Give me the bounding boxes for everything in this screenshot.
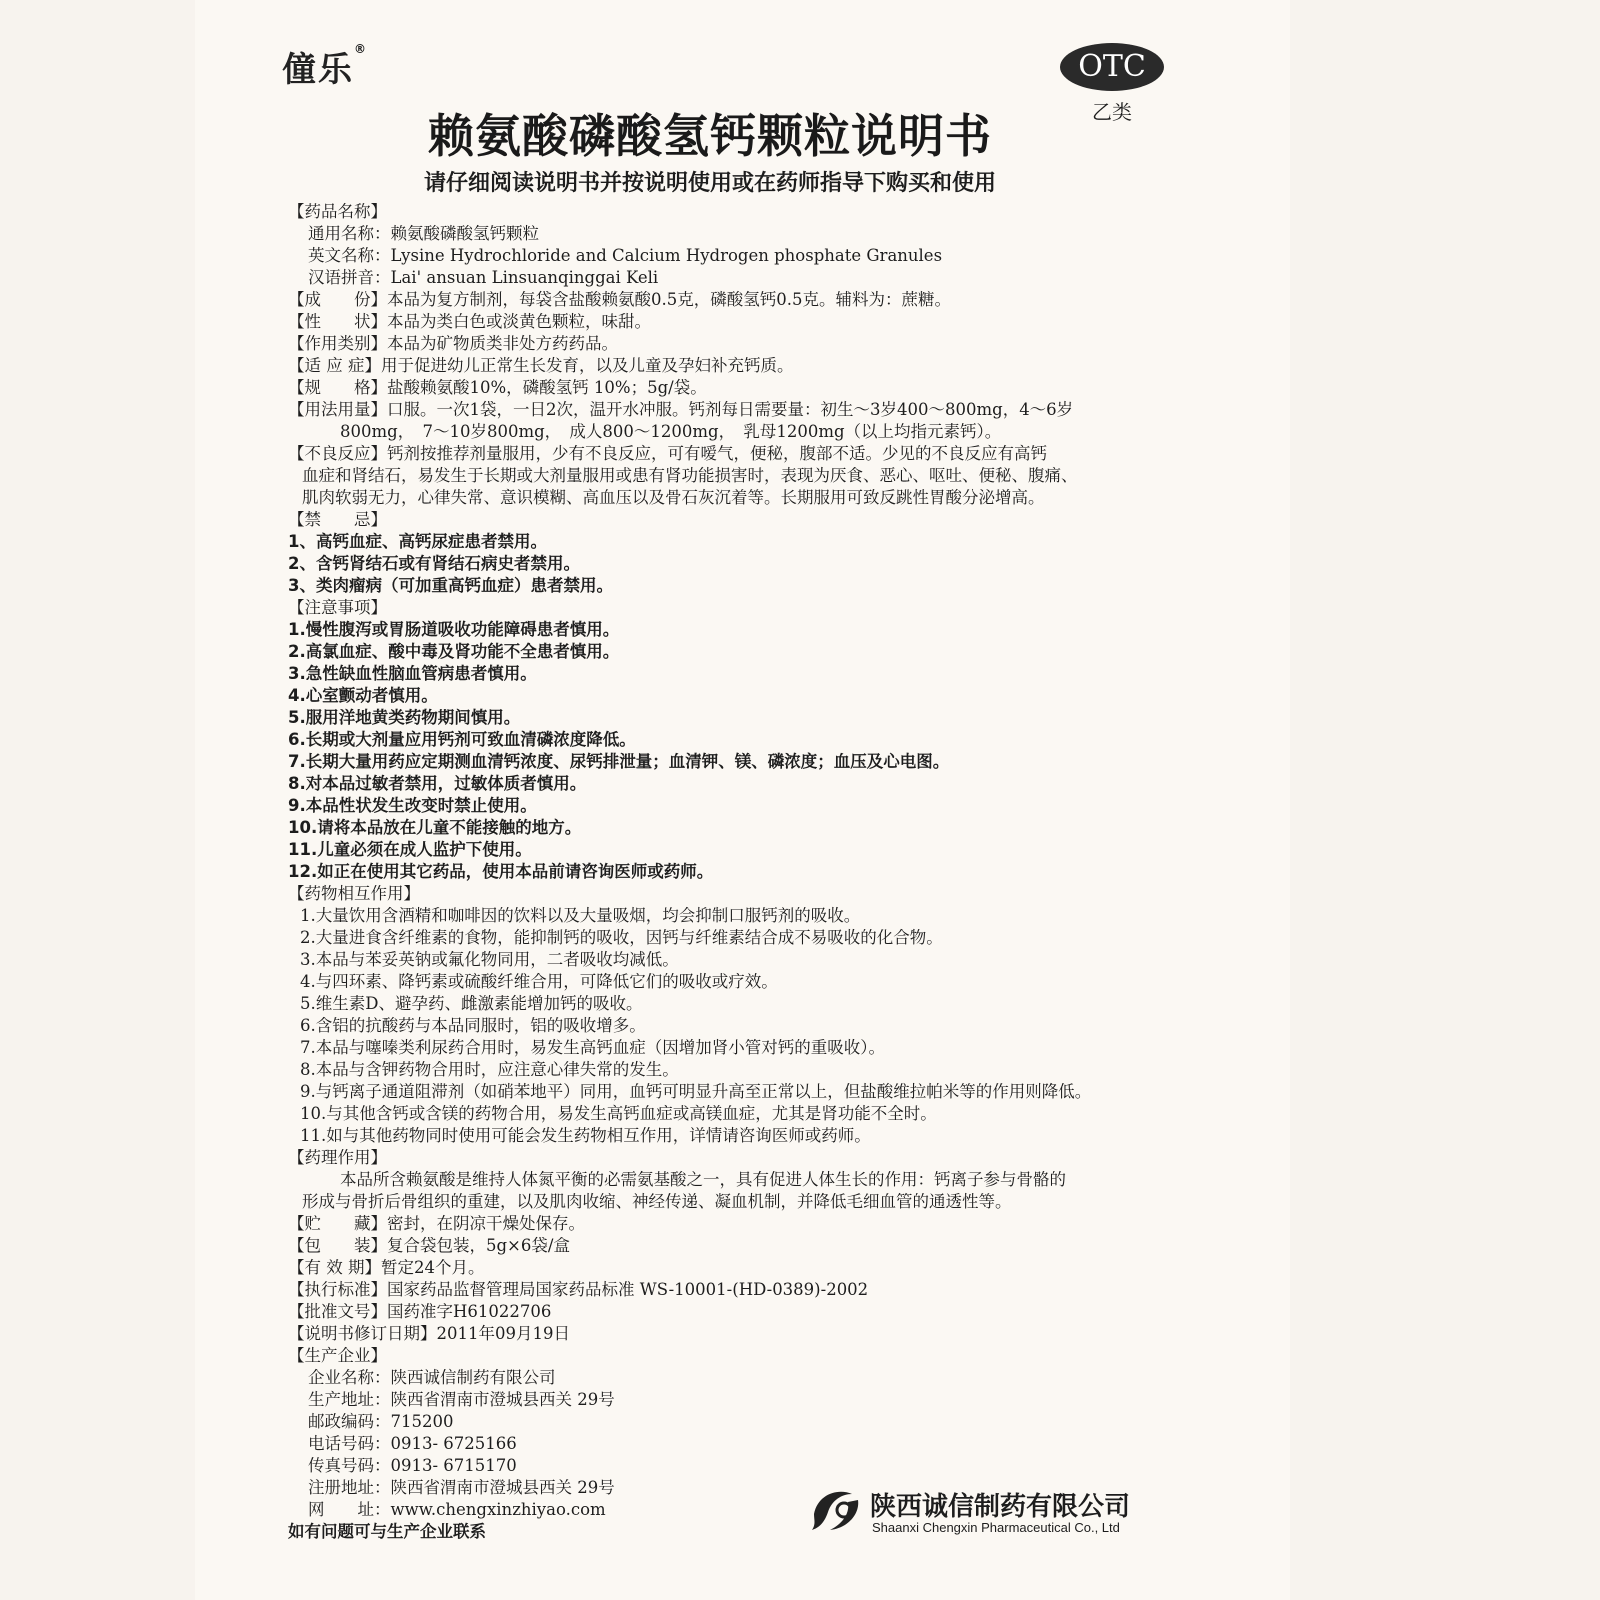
section-line: 【适 应 症】用于促进幼儿正常生长发育，以及儿童及孕妇补充钙质。 [288, 356, 794, 375]
page-title: 赖氨酸磷酸氢钙颗粒说明书 [428, 109, 992, 163]
section-line: 【不良反应】钙剂按推荐剂量服用，少有不良反应，可有嗳气，便秘，腹部不适。少见的不良反应有高钙 [288, 444, 1047, 463]
brand-logo [282, 42, 368, 91]
text-line: 7.长期大量用药应定期测血清钙浓度、尿钙排泄量；血清钾、镁、磷浓度；血压及心电图。 [288, 752, 950, 771]
otc-badge: OTC [1060, 43, 1164, 91]
text-line: 网 址：www.chengxinzhiyao.com [308, 1500, 606, 1519]
text-line: 注册地址：陕西省渭南市澄城县西关 29号 [308, 1478, 615, 1497]
company-name-cn: 陕西诚信制药有限公司 [870, 1492, 1131, 1522]
section-line: 【说明书修订日期】2011年09月19日 [288, 1324, 570, 1343]
text-line: 800mg， 7～10岁800mg， 成人800～1200mg， 乳母1200mg（以上均指元素钙）。 [340, 422, 1002, 441]
text-line: 2、含钙肾结石或有肾结石病史者禁用。 [288, 554, 580, 573]
section-line: 【禁 忌】 [288, 510, 387, 529]
text-line: 传真号码：0913- 6715170 [308, 1456, 517, 1475]
company-logo-icon [808, 1484, 864, 1534]
section-line: 【生产企业】 [288, 1346, 387, 1365]
section-line: 【成 份】本品为复方制剂，每袋含盐酸赖氨酸0.5克，磷酸氢钙0.5克。辅料为：蔗糖。 [288, 290, 951, 309]
text-line: 3.急性缺血性脑血管病患者慎用。 [288, 664, 537, 683]
text-line: 英文名称：Lysine Hydrochloride and Calcium Hydrogen phosphate Granules [308, 246, 943, 265]
text-line: 电话号码：0913- 6725166 [308, 1434, 517, 1453]
text-line: 肌肉软弱无力，心律失常、意识模糊、高血压以及骨石灰沉着等。长期服用可致反跳性胃酸分泌增高。 [302, 488, 1045, 507]
text-line: 生产地址：陕西省渭南市澄城县西关 29号 [308, 1390, 615, 1409]
text-line: 8.本品与含钾药物合用时，应注意心律失常的发生。 [300, 1060, 679, 1079]
text-line: 11.儿童必须在成人监护下使用。 [288, 840, 532, 859]
text-line: 10.请将本品放在儿童不能接触的地方。 [288, 818, 582, 837]
section-line: 【包 装】复合袋包装，5g×6袋/盒 [288, 1236, 570, 1255]
brand-name: 僮乐 [282, 50, 354, 90]
usage-warning: 请仔细阅读说明书并按说明使用或在药师指导下购买和使用 [423, 171, 996, 196]
section-line: 【药理作用】 [288, 1148, 387, 1167]
text-line: 6.含铝的抗酸药与本品同服时，铝的吸收增多。 [300, 1016, 646, 1035]
text-line: 本品所含赖氨酸是维持人体氮平衡的必需氨基酸之一，具有促进人体生长的作用：钙离子参与骨骼的 [340, 1170, 1066, 1189]
text-line: 2.大量进食含纤维素的食物，能抑制钙的吸收，因钙与纤维素结合成不易吸收的化合物。 [300, 928, 943, 947]
text-line: 10.与其他含钙或含镁的药物合用，易发生高钙血症或高镁血症，尤其是肾功能不全时。 [300, 1104, 937, 1123]
section-line: 【性 状】本品为类白色或淡黄色颗粒，味甜。 [288, 312, 651, 331]
text-line: 5.服用洋地黄类药物期间慎用。 [288, 708, 521, 727]
text-line: 7.本品与噻嗪类利尿药合用时，易发生高钙血症（因增加肾小管对钙的重吸收）。 [300, 1038, 885, 1057]
section-line: 【药品名称】 [288, 202, 387, 221]
text-line: 4.与四环素、降钙素或硫酸纤维合用，可降低它们的吸收或疗效。 [300, 972, 778, 991]
text-line: 邮政编码：715200 [308, 1412, 454, 1431]
section-line: 【执行标准】国家药品监督管理局国家药品标准 WS-10001-(HD-0389)-2002 [288, 1280, 869, 1299]
section-line: 【用法用量】口服。一次1袋，一日2次，温开水冲服。钙剂每日需要量：初生～3岁400～800mg，4～6岁 [288, 400, 1074, 419]
section-line: 【作用类别】本品为矿物质类非处方药药品。 [288, 334, 618, 353]
text-line: 1.慢性腹泻或胃肠道吸收功能障碍患者慎用。 [288, 620, 620, 639]
section-line: 【批准文号】国药准字H61022706 [288, 1302, 552, 1321]
company-name-en: Shaanxi Chengxin Pharmaceutical Co., Ltd [872, 1520, 1120, 1535]
text-line: 通用名称：赖氨酸磷酸氢钙颗粒 [308, 224, 539, 243]
text-line: 3、类肉瘤病（可加重高钙血症）患者禁用。 [288, 576, 613, 595]
leaflet-body [288, 201, 1238, 1543]
text-line: 9.本品性状发生改变时禁止使用。 [288, 796, 537, 815]
text-line: 2.高氯血症、酸中毒及肾功能不全患者慎用。 [288, 642, 620, 661]
text-line: 12.如正在使用其它药品，使用本品前请咨询医师或药师。 [288, 862, 714, 881]
text-line: 1.大量饮用含酒精和咖啡因的饮料以及大量吸烟，均会抑制口服钙剂的吸收。 [300, 906, 861, 925]
text-line: 血症和肾结石，易发生于长期或大剂量服用或患有肾功能损害时，表现为厌食、恶心、呕吐、便秘、腹痛、 [302, 466, 1078, 485]
registered-mark: ® [354, 42, 368, 56]
text-line: 5.维生素D、避孕药、雌激素能增加钙的吸收。 [300, 994, 643, 1013]
section-line: 【注意事项】 [288, 598, 387, 617]
text-line: 8.对本品过敏者禁用，过敏体质者慎用。 [288, 774, 587, 793]
text-line: 企业名称：陕西诚信制药有限公司 [308, 1368, 556, 1387]
section-line: 【药物相互作用】 [288, 884, 420, 903]
text-line: 如有问题可与生产企业联系 [288, 1522, 486, 1541]
otc-class-label: 乙类 [1092, 100, 1132, 124]
section-line: 【贮 藏】密封，在阴凉干燥处保存。 [288, 1214, 585, 1233]
text-line: 11.如与其他药物同时使用可能会发生药物相互作用，详情请咨询医师或药师。 [300, 1126, 871, 1145]
text-line: 形成与骨折后骨组织的重建，以及肌肉收缩、神经传递、凝血机制，并降低毛细血管的通透性等。 [302, 1192, 1012, 1211]
text-line: 汉语拼音：Lai' ansuan Linsuanqinggai Keli [308, 268, 659, 287]
section-line: 【有 效 期】暂定24个月。 [288, 1258, 485, 1277]
text-line: 3.本品与苯妥英钠或氟化物同用，二者吸收均减低。 [300, 950, 679, 969]
section-line: 【规 格】盐酸赖氨酸10%，磷酸氢钙 10%；5g/袋。 [288, 378, 707, 397]
text-line: 9.与钙离子通道阻滞剂（如硝苯地平）同用，血钙可明显升高至正常以上，但盐酸维拉帕米等的作用则降低。 [300, 1082, 1092, 1101]
text-line: 4.心室颤动者慎用。 [288, 686, 438, 705]
text-line: 6.长期或大剂量应用钙剂可致血清磷浓度降低。 [288, 730, 636, 749]
text-line: 1、高钙血症、高钙尿症患者禁用。 [288, 532, 547, 551]
